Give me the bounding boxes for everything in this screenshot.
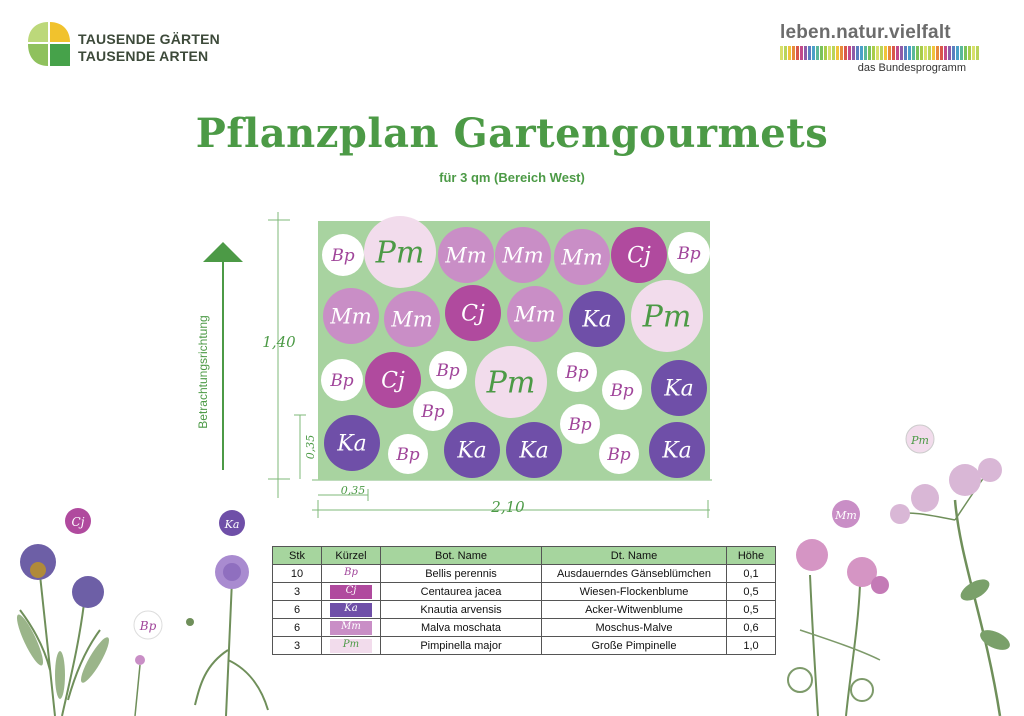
flower-label-mm <box>832 500 860 528</box>
header-botanical-name: Bot. Name <box>381 547 542 565</box>
knautia-flower-icon <box>186 555 268 716</box>
height-dimension-label: 1,40 <box>262 333 296 351</box>
svg-text:Mm: Mm <box>835 509 857 522</box>
plant-code-label: Cj <box>461 301 485 327</box>
grid-step-vertical-label: 0,35 <box>304 434 317 460</box>
grid-step-horizontal-label: 0,35 <box>340 484 366 497</box>
plant-code-label: Cj <box>381 368 405 394</box>
cell-botanical-name: Bellis perennis <box>381 565 542 583</box>
plant-code-label: Bp <box>610 380 634 401</box>
cell-height: 0,5 <box>727 583 776 601</box>
brand-subtitle: das Bundesprogramm <box>857 62 966 74</box>
logo-line-2: TAUSENDE ARTEN <box>78 48 209 64</box>
plant-code-label: Mm <box>502 243 544 268</box>
cell-botanical-name: Malva moschata <box>381 619 542 637</box>
plant-code-label: Cj <box>627 243 651 269</box>
flower-label-ka <box>219 510 245 536</box>
cell-german-name: Ausdauerndes Gänseblümchen <box>542 565 727 583</box>
plant-code-label: Pm <box>375 235 425 271</box>
plant-code-label: Mm <box>445 243 487 268</box>
width-dimension-label: 2,10 <box>491 498 525 516</box>
flower-label-pm <box>906 425 934 453</box>
page-title: Pflanzplan Gartengourmets <box>195 110 829 157</box>
cell-count: 6 <box>273 619 322 637</box>
plant-code-label: Ka <box>457 438 487 464</box>
plant-code-label: Bp <box>330 370 354 391</box>
cell-german-name: Moschus-Malve <box>542 619 727 637</box>
plant-code-label: Bp <box>331 245 355 266</box>
plant-code-label: Mm <box>330 304 372 329</box>
plant-code-label: Ka <box>582 307 612 333</box>
cell-german-name: Acker-Witwenblume <box>542 601 727 619</box>
svg-text:Pm: Pm <box>911 434 929 447</box>
cell-count: 6 <box>273 601 322 619</box>
cell-count: 10 <box>273 565 322 583</box>
header-german-name: Dt. Name <box>542 547 727 565</box>
cell-german-name: Wiesen-Flockenblume <box>542 583 727 601</box>
plant-code-label: Mm <box>391 307 433 332</box>
logo-line-1: TAUSENDE GÄRTEN <box>78 31 220 47</box>
malva-flower-icon <box>788 539 889 716</box>
code-badge: Pm <box>330 639 372 653</box>
svg-text:Ka: Ka <box>224 518 240 531</box>
flower-label-bp <box>134 611 162 639</box>
cell-botanical-name: Pimpinella major <box>381 637 542 655</box>
svg-text:Bp: Bp <box>139 619 157 633</box>
header-code: Kürzel <box>322 547 381 565</box>
cell-german-name: Große Pimpinelle <box>542 637 727 655</box>
code-badge: Mm <box>330 621 372 635</box>
plant-code-label: Bp <box>565 362 589 383</box>
cell-height: 0,6 <box>727 619 776 637</box>
header-height: Höhe <box>727 547 776 565</box>
header-count: Stk <box>273 547 322 565</box>
brand-text: leben.natur.vielfalt <box>780 22 951 43</box>
svg-text:Cj: Cj <box>71 515 85 529</box>
plant-code-label: Pm <box>486 365 536 401</box>
plant-code-label: Ka <box>337 431 367 457</box>
cell-height: 0,1 <box>727 565 776 583</box>
cell-count: 3 <box>273 583 322 601</box>
code-badge: Ka <box>330 603 372 617</box>
plant-code-label: Ka <box>519 438 549 464</box>
cell-count: 3 <box>273 637 322 655</box>
cell-botanical-name: Centaurea jacea <box>381 583 542 601</box>
code-badge: Cj <box>330 585 372 599</box>
plant-code-label: Bp <box>396 444 420 465</box>
flower-label-cj <box>65 508 91 534</box>
arrow-up-icon <box>203 242 243 262</box>
plant-code-label: Mm <box>561 245 603 270</box>
plant-code-label: Bp <box>607 444 631 465</box>
plant-code-label: Ka <box>664 376 694 402</box>
plant-code-label: Pm <box>642 299 692 335</box>
view-direction-label: Betrachtungsrichtung <box>196 315 210 429</box>
plant-code-label: Bp <box>436 360 460 381</box>
cell-height: 1,0 <box>727 637 776 655</box>
page-subtitle: für 3 qm (Bereich West) <box>439 170 585 185</box>
plant-code-label: Bp <box>421 401 445 422</box>
cell-botanical-name: Knautia arvensis <box>381 601 542 619</box>
plant-code-label: Bp <box>568 414 592 435</box>
plant-code-label: Ka <box>662 438 692 464</box>
plant-code-label: Mm <box>514 302 556 327</box>
plant-code-label: Bp <box>677 243 701 264</box>
code-badge: Bp <box>330 567 372 581</box>
cell-height: 0,5 <box>727 601 776 619</box>
